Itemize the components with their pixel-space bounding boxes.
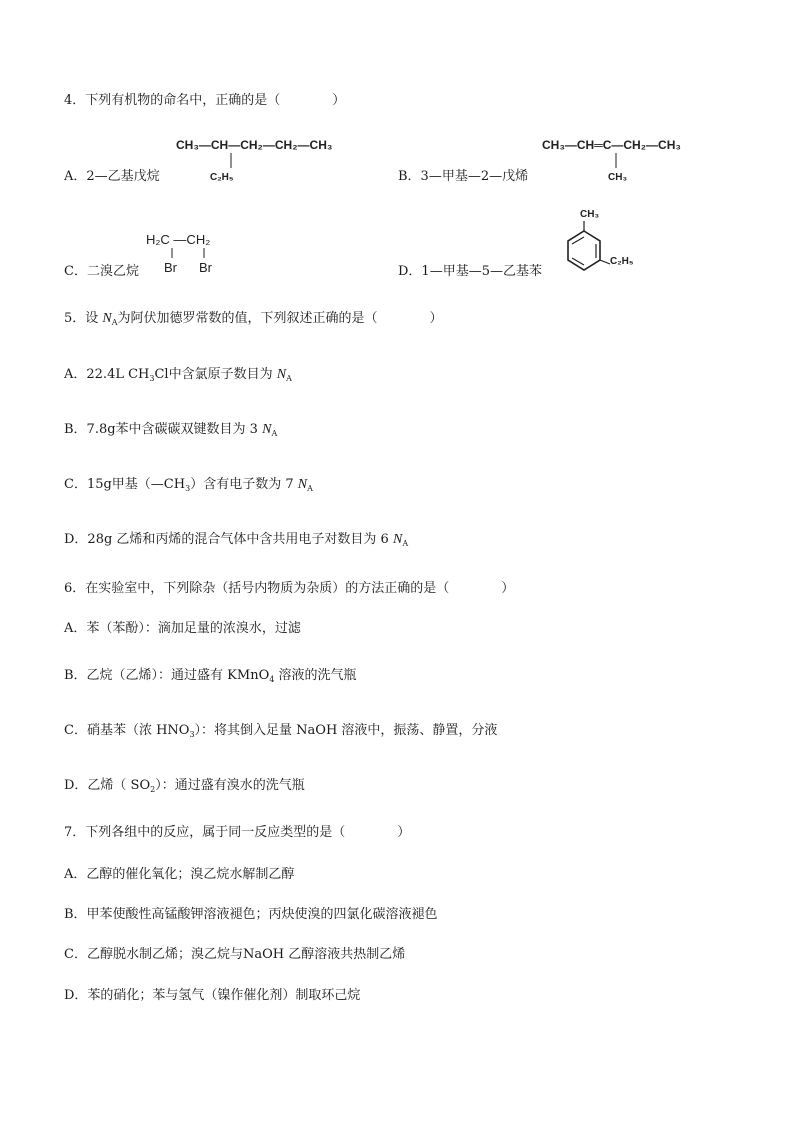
q4-structure-a-sub: C₂H₅ (210, 172, 234, 183)
q4-option-c: C．二溴乙烷 (64, 264, 139, 279)
q4-structure-c-top: H₂C —CH₂ (146, 232, 211, 247)
q4-structure-c (144, 228, 234, 280)
q4-stem: 4．下列有机物的命名中，正确的是（ ） (64, 93, 346, 108)
q6-option-b: B．乙烷（乙烯）：通过盛有 KMnO$_4$ 溶液的洗气瓶 (64, 668, 357, 684)
q4-structure-a-main: CH₃—CH—CH₂—CH₂—CH₃ (176, 138, 333, 152)
q6-option-a: A．苯（苯酚）：滴加足量的浓溴水，过滤 (64, 621, 301, 636)
q4-structure-b (540, 134, 700, 186)
q7-option-c: C．乙醇脱水制乙烯；溴乙烷与NaOH 乙醇溶液共热制乙烯 (64, 947, 406, 962)
q4-structure-a (174, 134, 344, 186)
q5-option-c: C．15g甲基$(—CH_3)$含有电子数为 7 $N_A$ (64, 477, 313, 493)
q4-structure-c-left: Br (164, 260, 177, 275)
q4-option-d: D．1—甲基—5—乙基苯 (398, 264, 542, 279)
q6-option-c: C．硝基苯（浓 $HNO_3$）：将其倒入足量 NaOH 溶液中，振荡、静置，分液 (64, 723, 498, 739)
q5-stem: 5．设 $N_A$为阿伏加德罗常数的值，下列叙述正确的是（ ） (64, 311, 443, 327)
q5-option-b: B．7.8g苯中含碳碳双键数目为 3 $N_A$ (64, 422, 278, 438)
q7-option-d: D．苯的硝化；苯与氢气（镍作催化剂）制取环己烷 (64, 988, 361, 1003)
q7-option-a: A．乙醇的催化氧化；溴乙烷水解制乙醇 (64, 867, 295, 882)
q6-stem: 6．在实验室中，下列除杂（括号内物质为杂质）的方法正确的是（ ） (64, 581, 515, 596)
q7-option-b: B．甲苯使酸性高锰酸钾溶液褪色；丙炔使溴的四氯化碳溶液褪色 (64, 907, 438, 922)
q4-structure-c-right: Br (199, 260, 212, 275)
q4-option-b: B．3—甲基—2—戊烯 (398, 169, 529, 184)
q4-structure-d-top: CH₃ (580, 209, 600, 220)
q4-structure-b-main: CH₃—CH═C—CH₂—CH₃ (542, 138, 681, 152)
q4-option-a: A．2—乙基戊烷 (64, 169, 160, 184)
q4-structure-d (560, 204, 640, 280)
q6-option-d: D．乙烯（ $SO_2$）：通过盛有溴水的洗气瓶 (64, 778, 305, 794)
q4-structure-b-sub: CH₃ (608, 172, 628, 183)
q7-stem: 7．下列各组中的反应，属于同一反应类型的是（ ） (64, 825, 411, 840)
q5-option-a: A．22.4L $CH_3Cl$中含氯原子数目为 $N_A$ (64, 367, 292, 383)
q5-option-d: D．28g 乙烯和丙烯的混合气体中含共用电子对数目为 6 $N_A$ (64, 532, 409, 548)
q4-structure-d-side: C₂H₅ (610, 256, 634, 267)
